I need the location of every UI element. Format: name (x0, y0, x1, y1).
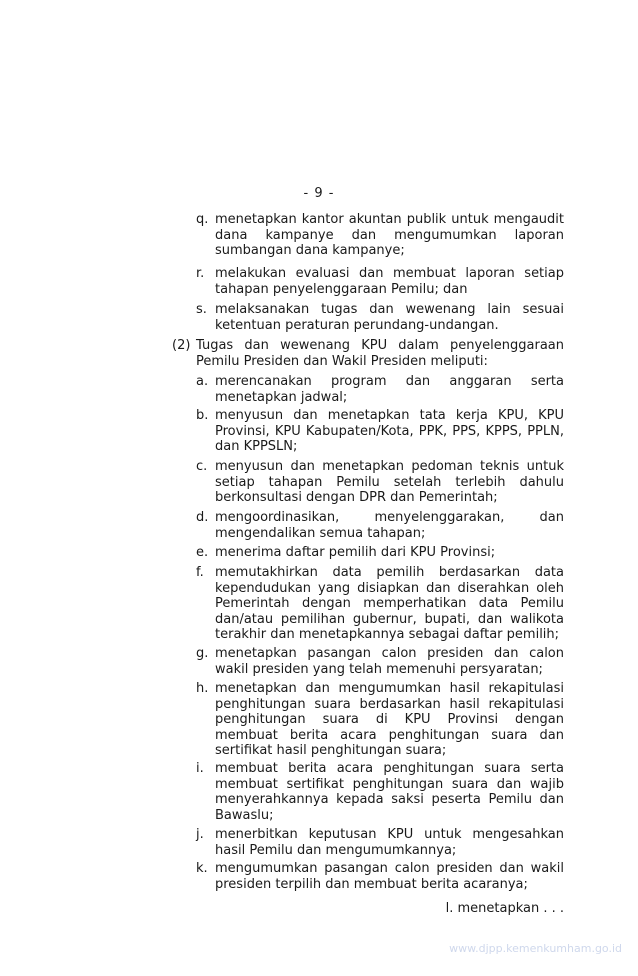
list-item-text: menerima daftar pemilih dari KPU Provinsi; (215, 545, 496, 560)
section-text: Tugas dan wewenang KPU dalam penyelenggaraan Pemilu Presiden dan Wakil Presiden meliputi: (196, 338, 564, 369)
list-item-text: memutakhirkan data pemilih berdasarkan data kependudukan yang disiapkan dan diserahkan oleh Pemerintah dengan memperhatikan data Pemilu dan/atau pemilihan gubernur, bupati, dan walikota terakhir dan menetapkannya sebagai daftar pemilih; (215, 565, 564, 642)
section-2 (172, 338, 564, 369)
list-item-text: mengumumkan pasangan calon presiden dan wakil presiden terpilih dan membuat berita acaranya; (215, 861, 564, 892)
list-item-text: menetapkan dan mengumumkan hasil rekapitulasi penghitungan suara berdasarkan hasil rekapitulasi penghitungan suara di KPU Provinsi dengan membuat berita acara penghitungan suara dan sertifikat hasil penghitungan suara; (215, 681, 564, 758)
list-item-label: b. (196, 408, 209, 423)
list-item-text: mengoordinasikan, menyelenggarakan, dan mengendalikan semua tahapan; (215, 510, 564, 541)
list-item-i (196, 761, 564, 823)
list-item-label: c. (196, 459, 208, 474)
list-item-text: menetapkan kantor akuntan publik untuk mengaudit dana kampanye dan mengumumkan laporan sumbangan dana kampanye; (215, 212, 564, 258)
list-item-text: menerbitkan keputusan KPU untuk mengesahkan hasil Pemilu dan mengumumkannya; (215, 827, 564, 858)
list-item-label: a. (196, 374, 209, 389)
list-item-label: d. (196, 510, 209, 525)
list-item-k (196, 861, 564, 892)
list-item-label: j. (196, 827, 204, 842)
list-item-text: melaksanakan tugas dan wewenang lain sesuai ketentuan peraturan perundang-undangan. (215, 302, 564, 333)
list-item-text: merencanakan program dan anggaran serta menetapkan jadwal; (215, 374, 564, 405)
list-item-text: membuat berita acara penghitungan suara serta membuat sertifikat penghitungan suara dan wajib menyerahkannya kepada saksi peserta Pemilu dan Bawaslu; (215, 761, 564, 823)
list-item-q (196, 212, 564, 259)
watermark-link[interactable]: www.djpp.kemenkumham.go.id (449, 942, 622, 955)
list-item-label: h. (196, 681, 209, 696)
list-item-text: menetapkan pasangan calon presiden dan calon wakil presiden yang telah memenuhi persyaratan; (215, 646, 564, 677)
list-item-f (196, 565, 564, 643)
list-item-label: s. (196, 302, 207, 317)
list-item-label: q. (196, 212, 209, 227)
list-item-label: g. (196, 646, 209, 661)
page-number: - 9 - (303, 186, 335, 201)
list-item-g (196, 646, 564, 677)
list-item-text: menyusun dan menetapkan tata kerja KPU, KPU Provinsi, KPU Kabupaten/Kota, PPK, PPS, KPPS, PPLN, dan KPPSLN; (215, 408, 564, 454)
list-item-d (196, 510, 564, 541)
list-item-e (196, 545, 564, 561)
list-item-label: f. (196, 565, 204, 580)
continuation-text: l. menetapkan . . . (445, 901, 564, 916)
section-number: (2) (172, 338, 191, 353)
list-item-r (196, 266, 564, 297)
list-item-a (196, 374, 564, 405)
list-item-label: i. (196, 761, 204, 776)
list-item-j (196, 827, 564, 858)
list-item-c (196, 459, 564, 506)
list-item-text: menyusun dan menetapkan pedoman teknis untuk setiap tahapan Pemilu setelah terlebih dahulu berkonsultasi dengan DPR dan Pemerintah; (215, 459, 564, 505)
list-item-b (196, 408, 564, 455)
list-item-label: r. (196, 266, 205, 281)
list-item-label: k. (196, 861, 208, 876)
list-item-text: melakukan evaluasi dan membuat laporan setiap tahapan penyelenggaraan Pemilu; dan (215, 266, 564, 297)
list-item-h (196, 681, 564, 759)
list-item-s (196, 302, 564, 333)
list-item-label: e. (196, 545, 209, 560)
